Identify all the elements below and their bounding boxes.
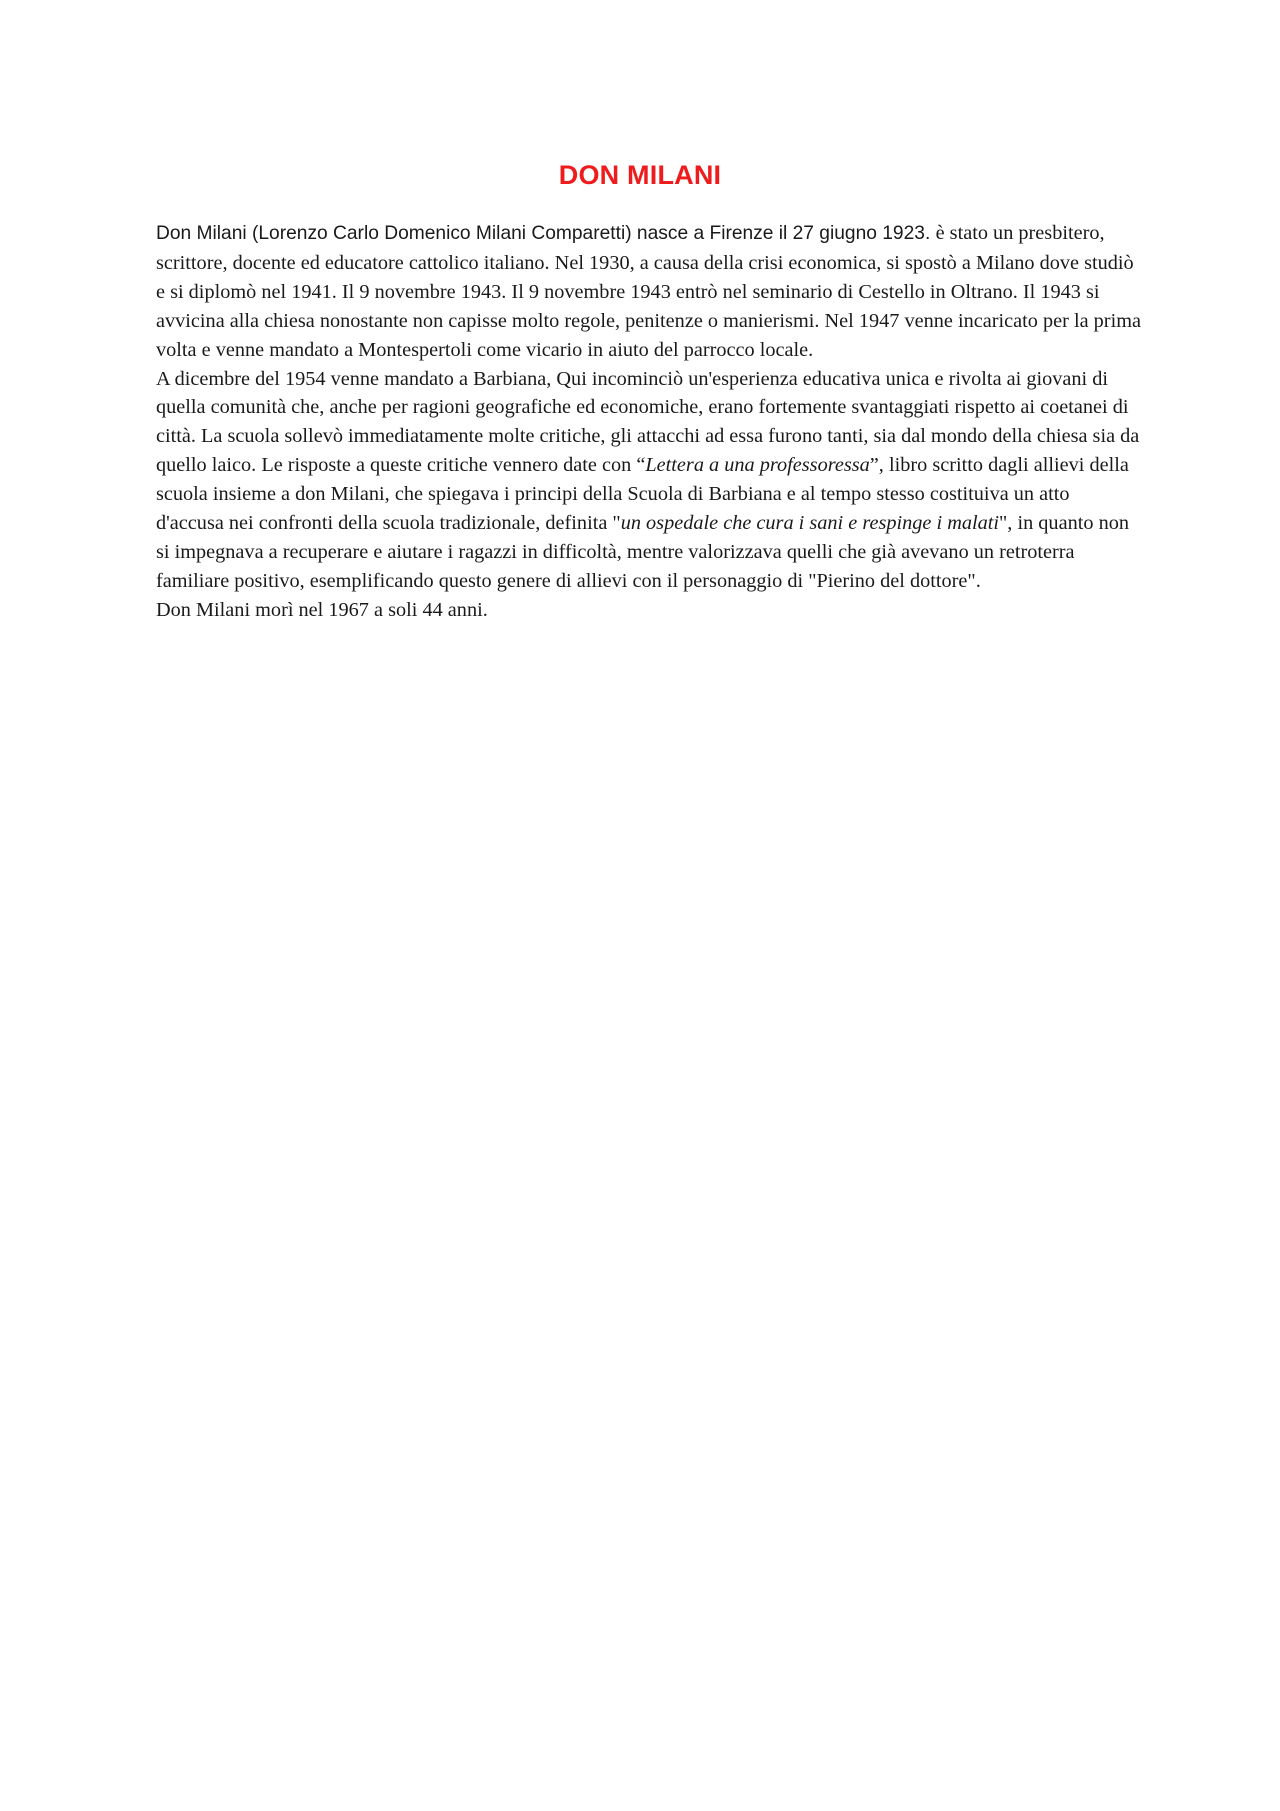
paragraph-text-part3: ", in quanto non si impegnava a recuperare e aiutare i ragazzi in difficoltà, mentre valorizzava quelli che già avevano un retroterra familiare positivo, esemplificando questo genere di allievi con il personaggio di "Pierino del dottore". [156,512,1129,592]
paragraph-text-part1: A dicembre del 1954 venne mandato a Barbiana, Qui incominciò un'esperienza educativa unica e rivolta ai giovani di quella comunità che, anche per ragioni geografiche ed economiche, erano fortemente svantaggiati rispetto ai coetanei di città. La scuola sollevò immediatamente molte critiche, gli attacchi ad essa furono tanti, sia dal mondo della chiesa sia da quello laico. Le risposte a queste critiche vennero date con “ [156,367,1140,477]
paragraph-biography [156,219,1141,365]
paragraph-barbiana [156,365,1141,596]
quote-italic: un ospedale che cura i sani e respinge i malati [620,512,1000,535]
book-title-italic: Lettera a una professoressa [645,454,870,477]
paragraph-death: Don Milani morì nel 1967 a soli 44 anni. [156,598,488,621]
document-title: DON MILANI [558,160,722,190]
paragraph-text: è stato un presbitero, scrittore, docente ed educatore cattolico italiano. Nel 1930, a causa della crisi economica, si spostò a Milano dove studiò e si diplomò nel 1941. Il 9 novembre 1943. Il 9 novembre 1943 entrò nel seminario di Cestello in Oltrano. Il 1943 si avvicina alla chiesa nonostante non capisse molto regole, penitenze o manierismi. Nel 1947 venne incaricato per la prima volta e venne mandato a Montespertoli come vicario in aiuto del parrocco locale. [156,222,1141,361]
paragraph-lead: Don Milani (Lorenzo Carlo Domenico Milani Comparetti) nasce a Firenze il 27 giugno 1923. [156,223,936,244]
document-body [156,219,1141,625]
paragraph-text-part2: ”, libro scritto dagli allievi della scuola insieme a don Milani, che spiegava i principi della Scuola di Barbiana e al tempo stesso costituiva un atto d'accusa nei confronti della scuola tradizionale, definita " [156,454,1129,535]
